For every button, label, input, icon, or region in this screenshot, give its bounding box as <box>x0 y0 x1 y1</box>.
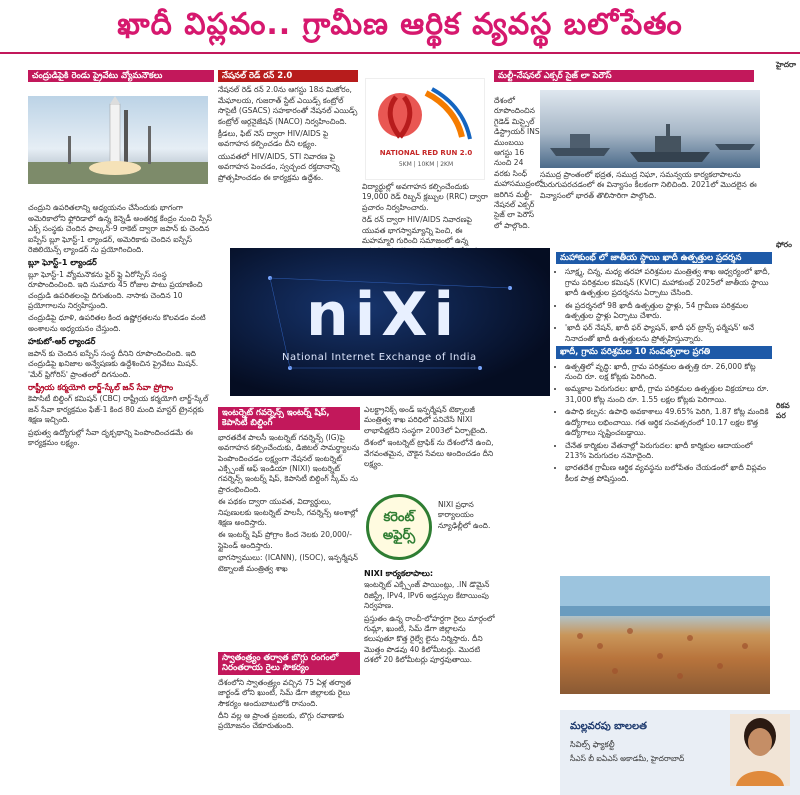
column-3-top <box>362 182 488 248</box>
paragraph: దేశంలో ఇంటర్నెట్ ట్రాఫిక్ ను దేశంలోనే ఉంచి, వేగవంతమైన, చౌకైన సేవలు అందించడం దీని లక్ష్యం. <box>364 438 494 469</box>
rocket-launch-image <box>28 96 208 184</box>
author-org: సీఎస్ బీ ఐఏఎస్ అకాడమీ, హైదరాబాద్ <box>570 754 685 763</box>
section-head-internet-governance: ఇంటర్నెట్ గవర్నెన్స్ ఇంటర్న్ షిప్, కెపాసిటీ బిల్డింగ్ <box>218 407 360 430</box>
paragraph: దేశంలోని స్వాతంత్ర్యం వచ్చిన 75 ఏళ్ల తర్వాత జార్ఖండ్ లోని ఖుంటీ, సిమ్ డేగా జిల్లాలకు రైలు సౌకర్యం అందుబాటులోకి రానుంది. <box>218 677 352 708</box>
paragraph: చంద్రుడిపై ధూళి, ఉపరితల కింద ఉష్ణోగ్రతలను కొలవడం వంటి అంశాలను అధ్యయనం చేస్తుంది. <box>28 313 206 333</box>
bullet-list <box>556 362 772 484</box>
paragraph: సముద్ర ప్రాంతంలో భద్రత, సముద్ర నిఘా, సమన్వయ కార్యకలాపాలను మెరుగుపరచడంలో ఈ విన్యాసం కీలకంగా నిలిచింది. 2021లో మొదలైన ఈ విన్యాసంలో భారత్ తొలిసారిగా పాల్గొంది. <box>540 170 757 200</box>
paragraph: యువతలో HIV/AIDS, STI నివారణ పై అవగాహన పెంచడం, స్వచ్ఛంద రక్తదానాన్ని ప్రోత్సహించడం ఈ కార్యక్రమ ఉద్దేశం. <box>218 151 340 182</box>
badge-line-2: అఫైర్స్ <box>382 528 416 543</box>
nixi-subtitle: National Internet Exchange of India <box>282 352 477 363</box>
paragraph: ఈ ఇంటర్న్ షిప్ ప్రోగ్రాం కింద నెలకు 20,000/- స్టైపెండ్ అందిస్తారు. <box>218 530 352 550</box>
headline: ఖాదీ విప్లవం.. గ్రామీణ ఆర్థిక వ్యవస్థ బలోపేతం <box>117 7 683 42</box>
section-head-la-perouse: మల్టీ-నేషనల్ ఎక్సర్ సైజ్ లా పెరౌస్ <box>494 70 754 82</box>
avatar <box>730 714 790 786</box>
column-2-middle <box>218 405 360 650</box>
current-affairs-badge <box>366 494 432 560</box>
paragraph: రెడ్ రన్ ద్వారా HIV/AIDS నివారణపై యువత భాగస్వామ్యాన్ని పెంచి, ఈ మహమ్మారి గురించి సమాజంలో ఉన్న <box>362 215 472 246</box>
paragraph: ఇంటర్నెట్ ఎక్స్చేంజ్ పాయింట్లు, .IN డొమైన్ రిజిస్ట్రీ, IPv4, IPv6 అడ్రస్సుల కేటాయింపు నిర్వహణ. <box>364 580 490 611</box>
author-name: మల్లవరపు బాలలత <box>570 721 647 732</box>
paragraph: భారతదేశ పాలసీ ఇంటర్నెట్ గవర్నెన్స్ (IG)పై అవగాహన కల్పించేందుకు, డిజిటల్ సామర్థ్యాలను పెంపొందించడం లక్ష్యంగా నేషనల్ ఇంటర్నెట్ ఎక్స్చేంజ్ ఆఫ్ ఇండియా (NIXI) ఇంటర్నెట్ గవర్నెన్స్ ఇంటర్న్ షిప్, కెపాసిటీ బిల్డింగ్ స్కీమ్ ను ప్రారంభించింది. <box>218 432 360 494</box>
column-5-sidebar <box>776 60 800 795</box>
paragraph: విద్యార్థుల్లో అవగాహన కల్పించేందుకు 19,000 రెడ్ రిబ్బన్ క్లబ్బుల (RRC) ద్వారా ప్రచారం నిర్వహించారు. <box>362 182 488 212</box>
paragraph: భాగస్వాములు: (ICANN), (ISOC), ఇన్ఫర్మేషన్ టెక్నాలజీ మంత్రిత్వ శాఖ <box>218 553 358 573</box>
red-run-poster <box>365 78 485 180</box>
list-item: • అమ్మకాల పెరుగుదల: ఖాదీ, గ్రామ పరిశ్రమల ఉత్పత్తుల విక్రయాలు రూ. 31,000 కోట్ల నుంచి రూ. 1.55 లక్షల కోట్లకు పెరిగాయి. <box>565 384 772 405</box>
list-item: • 'ఖాదీ ఫర్ నేషన్, ఖాదీ ఫర్ ఫ్యాషన్, ఖాదీ ఫర్ ట్రాన్స్ ఫర్మేషన్' అనే నినాదంతో ఖాదీ ఉత్పత్తులను ప్రోత్సహిస్తున్నారు. <box>565 323 772 344</box>
column-4-lower <box>556 250 772 576</box>
list-item: • ఉపాధి కల్పన: ఉపాధి అవకాశాలు 49.65% పెరిగి, 1.87 కోట్ల మందికి ఉద్యోగాలు లభించాయి. గత ఆర్థిక సంవత్సరంలో 10.17 లక్షల కొత్త ఉద్యోగాలు సృష్టించబడ్డాయి. <box>565 407 772 438</box>
headline-divider <box>0 52 800 54</box>
list-item: • భారతదేశ గ్రామీణ ఆర్థిక వ్యవస్థను బలోపేతం చేయడంలో ఖాదీ విప్లవం కీలక పాత్ర పోషిస్తుంది. <box>565 463 772 484</box>
paragraph: దీని వల్ల ఆ ప్రాంత ప్రజలకు, బొగ్గు రవాణాకు ప్రయోజనం చేకూరుతుంది. <box>218 711 345 731</box>
red-run-title: NATIONAL RED RUN 2.0 <box>379 149 473 157</box>
paragraph: జపాన్ కు చెందిన ఐస్పేస్ సంస్థ దీనిని రూపొందించింది. ఇది చంద్రుడిపై ఖనిజాల అన్వేషణకు ఉద్దేశించిన ప్రైవేటు మిషన్. 'మేర్ ఫ్రిగోరిస్' ప్రాంతంలో దిగనుంది. <box>28 348 199 379</box>
author-photo <box>730 714 790 786</box>
paragraph: ఈ పథకం ద్వారా యువత, విద్యార్థులు, నిపుణులకు ఇంటర్నెట్ పాలసీ, గవర్నెన్స్ అంశాల్లో శిక్షణ అందిస్తారు. <box>218 497 358 528</box>
naval-ships-image <box>540 90 760 168</box>
sidebar-head-3: రికవ పర <box>776 400 790 421</box>
paragraph: నేషనల్ రెడ్ రన్ 2.0ను ఆగస్టు 18న మిజోరం, మేఘాలయ, గుజరాత్ స్టేట్ ఎయిడ్స్ కంట్రోల్ సొసైటీ (GSACS) సహకారంతో నేషనల్ ఎయిడ్స్ కంట్రోల్ ఆర్గనైజేషన్ (NACO) నిర్వహించింది. <box>218 85 358 126</box>
column-4-right <box>540 170 760 248</box>
paragraph: దేశంలో రూపొందించిన గైడెడ్ మిస్సైల్ డిస్ట్రాయర్ INS ముంబయి ఆగస్టు 16 నుంచి 24 వరకు సింధ్ మహాసముద్రంలో జరిగిన మల్టీ-నేషనల్ ఎక్సర్ సైజ్ లా పెరౌస్ లో పాల్గొంది. <box>494 96 543 230</box>
sidebar-head-1: హైదరా <box>776 60 797 69</box>
column-2-top <box>218 68 358 248</box>
list-item: • సూక్ష్మ, చిన్న, మధ్య తరహా పరిశ్రమల మంత్రిత్వ శాఖ ఆధ్వర్యంలో ఖాదీ, గ్రామ పరిశ్రమల కమిషన్ (KVIC) మహాకుంభ్ 2025లో జాతీయ స్థాయి ఖాదీ ఉత్పత్తుల ప్రదర్శనను ఏర్పాటు చేసింది. <box>565 267 772 298</box>
section-head-red-run: నేషనల్ రెడ్ రన్ 2.0 <box>218 70 358 82</box>
subhead-nixi-activities: NIXI కార్యకలాపాలు: <box>364 569 434 578</box>
nixi-banner-image <box>230 248 550 396</box>
rocket-illustration <box>28 96 208 184</box>
subhead-karmayogi: రాష్ట్రీయ కర్మయోగి లార్జ్-స్కేల్ జన్ సేవా ప్రోగ్రాం <box>28 382 174 392</box>
red-run-tag: 5KM | 10KM | 2KM <box>398 161 454 168</box>
section-head-railway: స్వాతంత్ర్యం తర్వాత బొగ్గు రంగంలో నిరంతరాయ రైలు సౌకర్యం <box>218 652 360 675</box>
column-4-head <box>494 68 754 90</box>
paragraph: కెపాసిటీ బిల్డింగ్ కమిషన్ (CBC) రాష్ట్రీయ కర్మయోగి లార్జ్-స్కేల్ జన్ సేవా కార్యక్రమం ఫేజ్-1 కింద 80 మంది మాస్టర్ ట్రైనర్లకు శిక్షణ ఇచ్చింది. <box>28 394 209 425</box>
paragraph: బ్లూ ఘోస్ట్-1 వ్యోమనౌకను ఫైర్ ఫ్లై ఏరోస్పేస్ సంస్థ రూపొందించింది. ఇది సుమారు 45 రోజుల పాటు ప్రయాణించి చంద్రుడి ఉపరితలంపై దిగుతుంది. నాసాకు చెందిన 10 ప్రయోగాలను నిర్వహిస్తుంది. <box>28 269 203 311</box>
nixi-logo: niXi <box>306 280 461 350</box>
paragraph: క్రీడలు, ఫిట్ నెస్ ద్వారా HIV/AIDS పై అవగాహన కల్పించడం దీని లక్ష్యం. <box>218 129 329 149</box>
column-2-bottom <box>218 650 360 795</box>
bullet-list <box>556 267 772 344</box>
paragraph: ఎలక్ట్రానిక్స్ అండ్ ఇన్ఫర్మేషన్ టెక్నాలజీ మంత్రిత్వ శాఖ పరిధిలో పనిచేసే NIXI లాభాపేక్షలేని సంస్థగా 2003లో ఏర్పాటైంది. <box>364 405 488 435</box>
author-box <box>560 710 800 795</box>
column-3-side <box>438 500 500 560</box>
author-role: సివిల్స్ ఫ్యాకల్టీ <box>570 740 615 749</box>
section-head-khadi-progress: ఖాదీ, గ్రామ పరిశ్రమల 10 సంవత్సరాల ప్రగతి <box>556 346 772 358</box>
column-4-left <box>494 96 543 246</box>
sidebar-head-2: ఫోరం <box>776 240 792 250</box>
paragraph: ప్రభుత్వ ఉద్యోగుల్లో సేవా దృక్పథాన్ని పెంపొందించడమే ఈ కార్యక్రమం లక్ష్యం. <box>28 427 193 447</box>
badge-line-1: కరెంట్ <box>383 510 415 525</box>
list-item: • ఈ ప్రదర్శనలో 98 ఖాదీ ఉత్పత్తుల స్టాళ్లు, 54 గ్రామీణ పరిశ్రమల ఉత్పత్తుల స్టాళ్లు ఏర్పాటు చేశారు. <box>565 301 772 322</box>
subhead-blue-ghost: బ్లూ ఘోస్ట్-1 ల్యాండర్ <box>28 258 97 268</box>
column-3-middle <box>364 405 494 495</box>
kumbh-crowd-image <box>560 576 770 694</box>
list-item: • చేనేత కార్మికుల వేతనాల్లో పెరుగుదల: ఖాదీ కార్మికుల ఆదాయంలో 213% పెరుగుదల నమోదైంది. <box>565 441 772 462</box>
list-item: • ఉత్పత్తిలో వృద్ధి: ఖాదీ, గ్రామ పరిశ్రమల ఉత్పత్తి రూ. 26,000 కోట్ల నుంచి రూ. లక్ష కోట్లకు పెరిగింది. <box>565 362 772 383</box>
crowd-illustration <box>560 576 770 694</box>
paragraph: చంద్రుని ఉపరితలాన్ని అధ్యయనం చేసేందుకు భాగంగా అమెరికాలోని ఫ్లోరిడాలో ఉన్న కెన్నెడీ అంతరిక్ష కేంద్రం నుంచి స్పేస్ ఎక్స్ సంస్థకు చెందిన ఫాల్కన్-9 రాకెట్ ద్వారా జపాన్ కు చెందిన ఐస్పేస్ బ్లూ ఘోస్ట్-1 ల్యాండర్, అమెరికాకు చెందిన ఐస్పేస్ రెజిలియెన్స్ ల్యాండర్ ను ప్రయోగించింది. <box>28 203 212 255</box>
column-3-bottom <box>364 566 498 795</box>
section-head-moon-landers: చంద్రుడిపైకి రెండు ప్రైవేటు వ్యోమనౌకలు <box>28 70 214 82</box>
section-head-khadi-exhibition: మహాకుంభ్ లో జాతీయ స్థాయి ఖాదీ ఉత్పత్తుల ప్రదర్శన <box>556 252 772 264</box>
paragraph: NIXI ప్రధాన కార్యాలయం న్యూఢిల్లీలో ఉంది. <box>438 500 491 530</box>
ships-illustration <box>540 90 760 168</box>
paragraph: ప్రస్తుతం ఉన్న రాంచీ-లోహర్దగా రైలు మార్గంలో గుమ్లా, ఖుంటీ, సిమ్ డేగా జిల్లాలను కలుపుతూ కొత్త రైల్వే లైను నిర్మిస్తారు. దీని మొత్తం పొడవు 40 కిలోమీటర్లు. మొదటి దశలో 20 కిలోమీటర్లు పూర్తవుతాయి. <box>364 613 495 665</box>
subhead-hakuto: హకుటో-ఆర్ ల్యాండర్ <box>28 337 96 347</box>
